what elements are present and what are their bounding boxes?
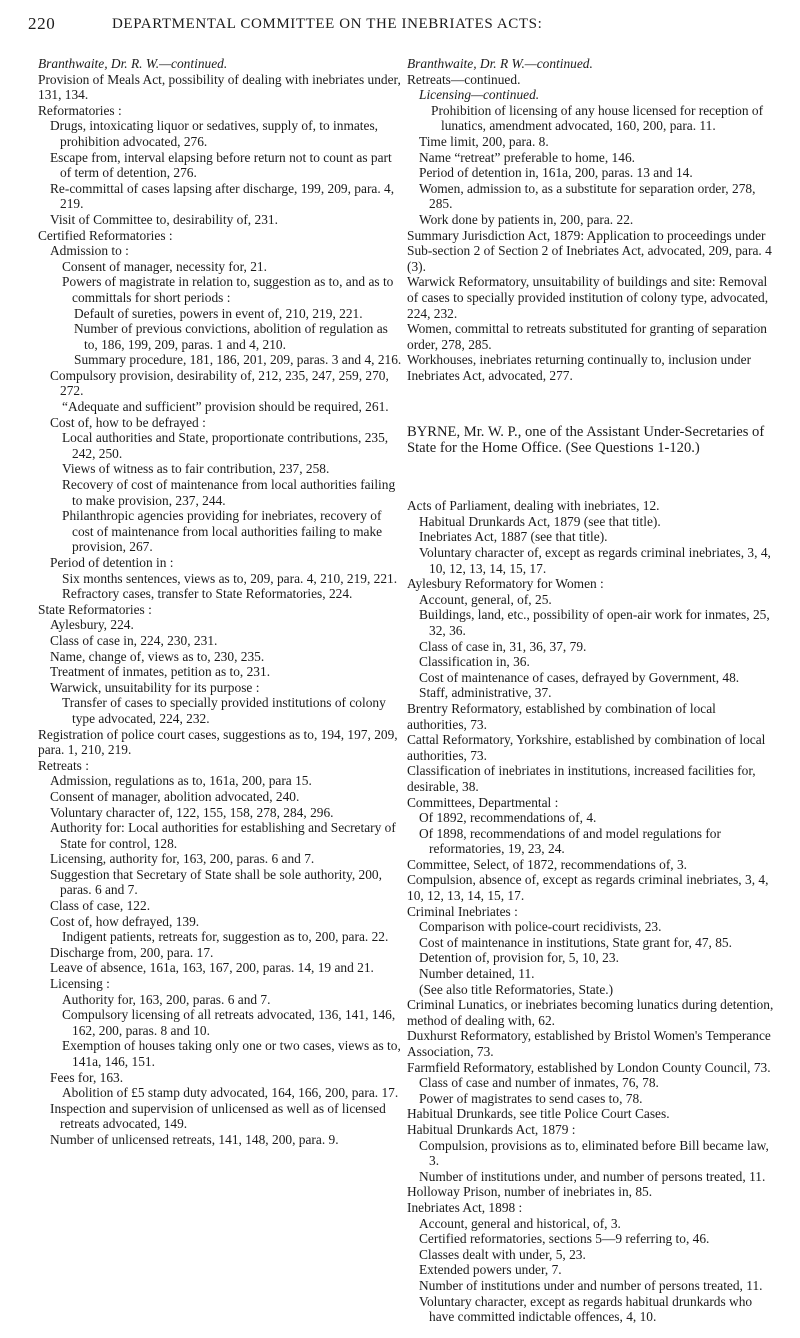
index-entry: Branthwaite, Dr. R W.—continued. — [407, 56, 593, 71]
index-entry: Staff, administrative, 37. — [419, 685, 552, 701]
index-entry: Admission, regulations as to, 161a, 200, para 15. — [50, 773, 312, 789]
index-entry: Extended powers under, 7. — [419, 1262, 562, 1278]
index-entry: Cattal Reformatory, Yorkshire, established by combination of local authorities, 73. — [407, 732, 766, 763]
index-entry: BYRNE, Mr. W. P., one of the Assistant Under-Secretaries of State for the Home Office. (See Questions 1-120.) — [407, 424, 765, 456]
index-entry: Women, admission to, as a substitute for separation order, 278, 285. — [419, 180, 756, 212]
index-entry: Name, change of, views as to, 230, 235. — [50, 648, 265, 664]
index-entry: Drugs, intoxicating liquor or sedatives, supply of, to inmates, prohibition advocated, 276. — [50, 118, 379, 149]
index-entry: Compulsory provision, desirability of, 212, 235, 247, 259, 270, 272. — [50, 367, 389, 399]
index-entry: Visit of Committee to, desirability of, 231. — [50, 211, 278, 227]
index-entry: Powers of magistrate in relation to, suggestion as to, and as to committals for short periods : — [62, 274, 394, 305]
index-entry: Exemption of houses taking only one or two cases, views as to, 141a, 146, 151. — [62, 1038, 401, 1069]
index-entry: Philanthropic agencies providing for inebriates, recovery of cost of maintenance from local authorities failing to make provision, 267. — [62, 508, 383, 555]
index-entry: Registration of police court cases, suggestions as to, 194, 197, 209, para. 1, 210, 219. — [38, 726, 398, 758]
index-entry: Class of case in, 31, 36, 37, 79. — [419, 638, 587, 654]
index-entry: Workhouses, inebriates returning continually to, inclusion under Inebriates Act, advocated, 277. — [407, 352, 752, 383]
index-entry: Committees, Departmental : — [407, 794, 559, 810]
index-entry: Inebriates Act, 1898 : — [407, 1199, 523, 1215]
index-entry: Name “retreat” preferable to home, 146. — [419, 149, 635, 165]
index-entry: Reformatories : — [38, 102, 122, 118]
index-entry: Local authorities and State, proportionate contributions, 235, 242, 250. — [62, 430, 389, 461]
index-entry: Licensing, authority for, 163, 200, paras. 6 and 7. — [50, 851, 315, 867]
index-entry: Work done by patients in, 200, para. 22. — [419, 211, 634, 227]
index-entry: Inebriates Act, 1887 (see that title). — [419, 529, 608, 545]
index-entry: Abolition of £5 stamp duty advocated, 164, 166, 200, para. 17. — [62, 1085, 399, 1101]
index-entry: Compulsory licensing of all retreats advocated, 136, 141, 146, 162, 200, paras. 8 and 10. — [62, 1007, 396, 1038]
index-entry: Comparison with police-court recidivists, 23. — [419, 919, 662, 935]
index-entry: Of 1898, recommendations of and model regulations for reformatories, 19, 23, 24. — [419, 825, 721, 857]
index-entry: Class of case in, 224, 230, 231. — [50, 632, 218, 648]
index-entry: Aylesbury, 224. — [50, 617, 134, 633]
index-entry: Classification in, 36. — [419, 654, 530, 670]
index-entry: Cost of maintenance in institutions, State grant for, 47, 85. — [419, 934, 732, 950]
index-entry: Branthwaite, Dr. R. W.—continued. — [38, 56, 228, 71]
index-entry: Compulsion, absence of, except as regards criminal inebriates, 3, 4, 10, 12, 13, 14, 15, 17. — [407, 872, 769, 904]
index-entry: Aylesbury Reformatory for Women : — [407, 576, 604, 592]
spacer — [407, 397, 779, 412]
index-entry: “Adequate and sufficient” provision should be required, 261. — [62, 399, 389, 415]
index-entry: Farmfield Reformatory, established by London County Council, 73. — [407, 1059, 771, 1075]
index-entry: Certified Reformatories : — [38, 227, 173, 243]
index-entry: Number of previous convictions, abolition of regulation as to, 186, 199, 209, paras. 1 and 4, 210. — [74, 321, 388, 352]
index-entry: Holloway Prison, number of inebriates in, 85. — [407, 1184, 653, 1200]
index-entry: Licensing : — [50, 976, 110, 992]
index-entry: Women, committal to retreats substituted for granting of separation order, 278, 285. — [407, 321, 768, 352]
index-entry: Acts of Parliament, dealing with inebriates, 12. — [407, 498, 660, 514]
index-entry: Summary Jurisdiction Act, 1879: Application to proceedings under Sub-section 2 of Section 2 of Inebriates Act, advocated, 209, para. 4 (3). — [407, 227, 772, 274]
index-entry: Default of sureties, powers in event of, 210, 219, 221. — [74, 305, 363, 321]
index-entry: Licensing—continued. — [419, 87, 540, 103]
index-entry: Six months sentences, views as to, 209, para. 4, 210, 219, 221. — [62, 570, 398, 586]
index-entry: Brentry Reformatory, established by combination of local authorities, 73. — [407, 700, 716, 732]
index-entry: Classes dealt with under, 5, 23. — [419, 1246, 586, 1262]
index-entry: Leave of absence, 161a, 163, 167, 200, paras. 14, 19 and 21. — [50, 960, 374, 976]
index-entry: Retreats : — [38, 757, 89, 773]
running-title: DEPARTMENTAL COMMITTEE ON THE INEBRIATES ACTS: — [112, 16, 543, 32]
index-entry: Habitual Drunkards Act, 1879 : — [407, 1121, 576, 1137]
index-entry: Committee, Select, of 1872, recommendations of, 3. — [407, 856, 688, 872]
index-entry: Suggestion that Secretary of State shall be sole authority, 200, paras. 6 and 7. — [50, 866, 382, 898]
index-entry: Cost of maintenance of cases, defrayed by Government, 48. — [419, 669, 740, 685]
index-entry: Provision of Meals Act, possibility of dealing with inebriates under, 131, 134. — [38, 71, 401, 103]
page-number: 220 — [28, 14, 56, 33]
index-entry: Compulsion, provisions as to, eliminated before Bill became law, 3. — [419, 1137, 769, 1169]
index-entry: Habitual Drunkards, see title Police Court Cases. — [407, 1106, 670, 1122]
index-entry: Summary procedure, 181, 186, 201, 209, paras. 3 and 4, 216. — [74, 352, 402, 368]
index-entry: Fees for, 163. — [50, 1069, 124, 1085]
index-entry: Criminal Lunatics, or inebriates becoming lunatics during detention, method of dealing with, 62. — [407, 997, 774, 1028]
index-entry: Authority for, 163, 200, paras. 6 and 7. — [62, 991, 271, 1007]
index-entry: Inspection and supervision of unlicensed as well as of licensed retreats advocated, 149. — [50, 1100, 386, 1132]
index-entry: Escape from, interval elapsing before return not to count as part of term of detention, 276. — [50, 149, 392, 181]
index-entry: Authority for: Local authorities for establishing and Secretary of State for control, 128. — [50, 820, 396, 851]
index-entry: Views of witness as to fair contribution, 237, 258. — [62, 461, 330, 477]
index-entry: Consent of manager, abolition advocated, 240. — [50, 788, 300, 804]
index-entry: Criminal Inebriates : — [407, 903, 518, 919]
index-entry: Buildings, land, etc., possibility of open-air work for inmates, 25, 32, 36. — [419, 607, 770, 638]
index-entry: Warwick, unsuitability for its purpose : — [50, 679, 260, 695]
index-entry: Number of institutions under, and number of persons treated, 11. — [419, 1168, 766, 1184]
index-entry: Refractory cases, transfer to State Reformatories, 224. — [62, 586, 353, 602]
index-entry: Class of case and number of inmates, 76, 78. — [419, 1075, 659, 1091]
index-entry: Detention of, provision for, 5, 10, 23. — [419, 950, 619, 966]
index-entry: Admission to : — [50, 243, 129, 259]
index-entry: Period of detention in, 161a, 200, paras. 13 and 14. — [419, 165, 693, 181]
index-entry: Power of magistrates to send cases to, 78. — [419, 1090, 643, 1106]
index-entry: Period of detention in : — [50, 555, 174, 570]
index-entry: Time limit, 200, para. 8. — [419, 133, 549, 149]
right-column — [407, 56, 779, 1325]
index-entry: Account, general, of, 25. — [419, 591, 552, 607]
index-entry: Discharge from, 200, para. 17. — [50, 944, 214, 960]
index-entry: Retreats—continued. — [407, 71, 521, 87]
index-entry: (See also title Reformatories, State.) — [419, 981, 614, 997]
index-entry: Account, general and historical, of, 3. — [419, 1215, 621, 1231]
index-entry: Transfer of cases to specially provided institutions of colony type advocated, 224, 232. — [62, 695, 386, 726]
index-entry: Number detained, 11. — [419, 966, 535, 982]
index-entry: Number of institutions under and number of persons treated, 11. — [419, 1277, 763, 1293]
index-entry: Voluntary character of, except as regards criminal inebriates, 3, 4, 10, 12, 13, 14, 15, 17. — [419, 545, 771, 576]
index-entry: Classification of inebriates in institutions, increased facilities for, desirable, 38. — [407, 763, 756, 794]
index-entry: Indigent patients, retreats for, suggestion as to, 200, para. 22. — [62, 929, 389, 945]
page-header — [0, 14, 800, 38]
left-column — [38, 56, 403, 1148]
index-entry: Recovery of cost of maintenance from local authorities failing to make provision, 237, 244. — [62, 477, 396, 508]
index-entry: State Reformatories : — [38, 601, 152, 617]
index-entry: Of 1892, recommendations of, 4. — [419, 810, 597, 826]
index-entry: Class of case, 122. — [50, 898, 151, 914]
index-entry: Warwick Reformatory, unsuitability of buildings and site: Removal of cases to specially provided institution of colony type, advocated, 224, 232. — [407, 274, 769, 321]
index-entry: Number of unlicensed retreats, 141, 148, 200, para. 9. — [50, 1131, 339, 1147]
index-entry: Cost of, how defrayed, 139. — [50, 913, 200, 929]
index-entry: Cost of, how to be defrayed : — [50, 414, 206, 430]
spacer — [407, 470, 779, 485]
index-entry: Treatment of inmates, petition as to, 231. — [50, 664, 271, 680]
index-entry: Duxhurst Reformatory, established by Bristol Women's Temperance Association, 73. — [407, 1028, 771, 1059]
index-entry: Re-committal of cases lapsing after discharge, 199, 209, para. 4, 219. — [50, 180, 395, 212]
index-entry: Voluntary character of, 122, 155, 158, 278, 284, 296. — [50, 804, 334, 820]
index-entry: Certified reformatories, sections 5—9 referring to, 46. — [419, 1231, 710, 1247]
index-entry: Voluntary character, except as regards habitual drunkards who have committed indictable offences, 4, 10. — [419, 1293, 753, 1325]
index-entry: Prohibition of licensing of any house licensed for reception of lunatics, amendment advocated, 160, 200, para. 11. — [431, 102, 764, 134]
index-entry: Habitual Drunkards Act, 1879 (see that title). — [419, 513, 661, 529]
index-entry: Consent of manager, necessity for, 21. — [62, 258, 267, 274]
